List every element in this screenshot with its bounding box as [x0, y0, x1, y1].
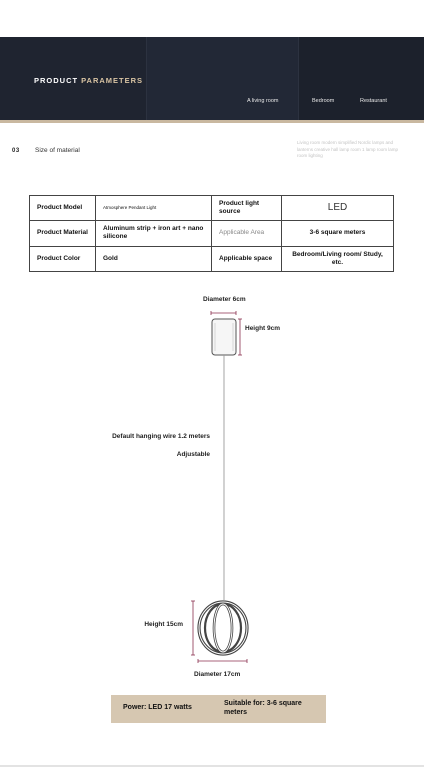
- bottom-divider: [0, 765, 424, 767]
- model-label: Product Model: [30, 196, 96, 221]
- light-source-value: LED: [282, 196, 394, 221]
- canopy: [212, 319, 236, 355]
- canopy-diameter-label: Diameter 6cm: [203, 296, 246, 303]
- power-text: Power: LED 17 watts: [123, 704, 192, 711]
- section-title: Size of material: [35, 147, 80, 154]
- material-label: Product Material: [30, 221, 96, 246]
- canopy-height-label: Height 9cm: [245, 325, 281, 332]
- material-value: Aluminum strip + iron art + nano silicone: [96, 221, 212, 246]
- section-number: 03: [12, 148, 20, 154]
- lamp-height-label: Height 15cm: [144, 621, 183, 628]
- model-value: Atmosphere Pendant Light: [96, 196, 212, 221]
- area-value: 3-6 square meters: [282, 221, 394, 246]
- wire-length-label: Default hanging wire 1.2 meters: [112, 433, 210, 440]
- space-label: Applicable space: [212, 246, 282, 271]
- tab-living-room[interactable]: A living room: [247, 98, 279, 104]
- color-label: Product Color: [30, 246, 96, 271]
- tab-restaurant[interactable]: Restaurant: [360, 98, 387, 104]
- banner-title-word-2: PARAMETERS: [81, 76, 144, 85]
- suitable-text: Suitable for: 3-6 square meters: [224, 700, 302, 716]
- power-info-bar: [111, 695, 326, 723]
- space-value: Bedroom/Living room/ Study, etc.: [282, 246, 394, 271]
- lamp-diameter-label: Diameter 17cm: [194, 671, 241, 678]
- tab-bedroom[interactable]: Bedroom: [312, 98, 335, 104]
- area-label: Applicable Area: [212, 221, 282, 246]
- section-description: Living room modern simplified Nordic lamps and lanterns creative hall lamp room 1 lamp room lamp room lighting: [297, 140, 399, 158]
- lamp-globe-highlight: [199, 602, 247, 654]
- light-source-label: Product light source: [212, 196, 282, 221]
- banner-title-word-1: PRODUCT: [34, 76, 79, 85]
- color-value: Gold: [96, 246, 212, 271]
- adjustable-label: Adjustable: [176, 451, 210, 458]
